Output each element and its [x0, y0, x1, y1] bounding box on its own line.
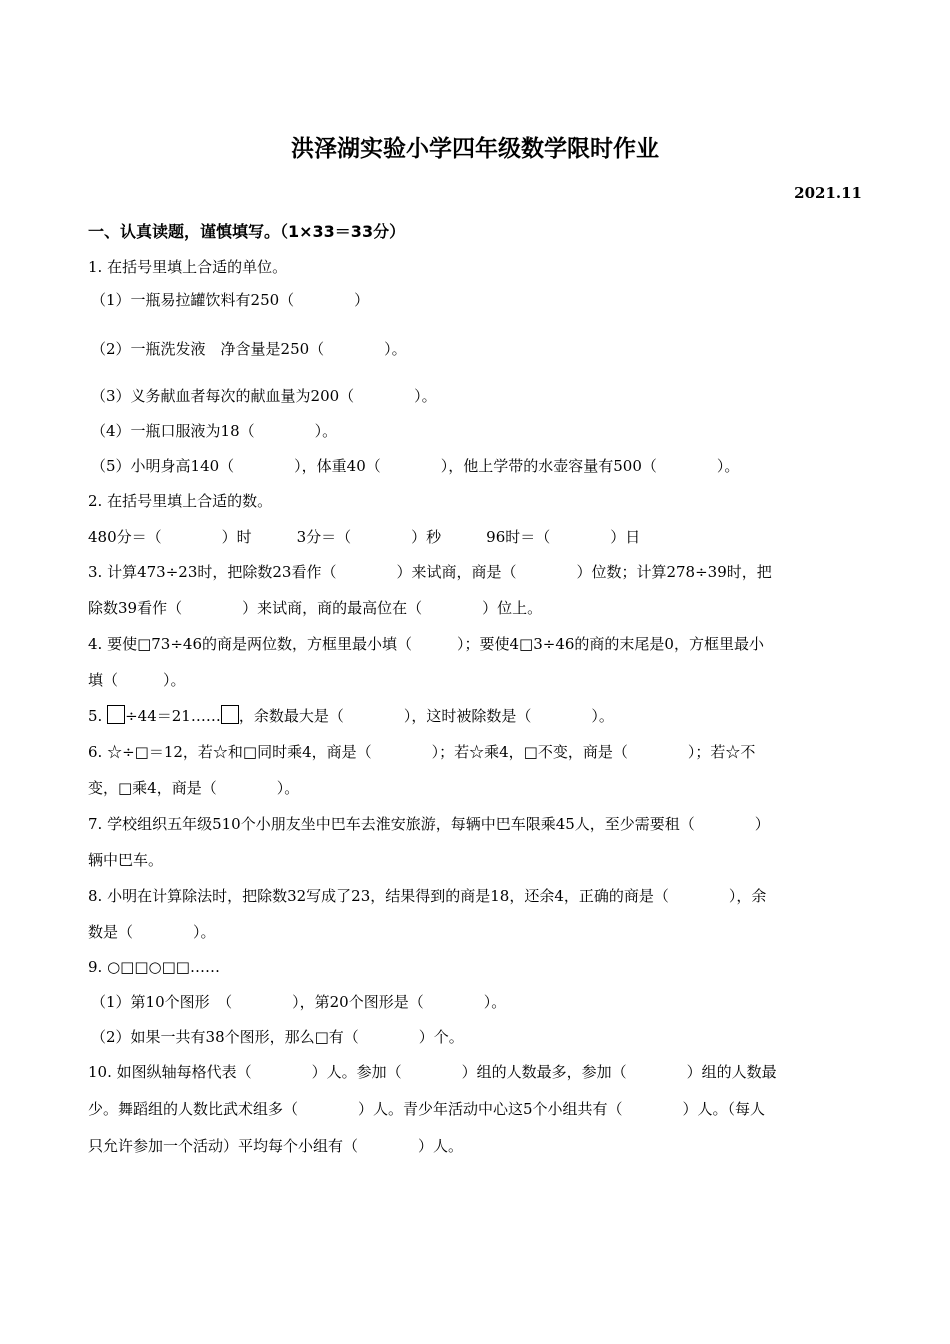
question-1: 1. 在括号里填上合适的单位。	[88, 258, 288, 276]
question-1-3: （3）义务献血者每次的献血量为200（ ）。	[91, 387, 437, 405]
question-9: 9. ○□□○□□……	[88, 958, 220, 976]
question-8-cont: 数是（ ）。	[88, 923, 216, 941]
question-9-2: （2）如果一共有38个图形，那么□有（ ）个。	[91, 1028, 464, 1046]
question-8: 8. 小明在计算除法时，把除数32写成了23，结果得到的商是18，还余4，正确的商是（ ），余	[88, 887, 767, 905]
question-1-1: （1）一瓶易拉罐饮料有250（ ）	[91, 291, 370, 309]
question-6-cont: 变，□乘4，商是（ ）。	[88, 779, 300, 797]
date-label: 2021.11	[794, 184, 862, 202]
blank-box	[107, 705, 125, 724]
question-10-end: 只允许参加一个活动）平均每个小组有（ ）人。	[88, 1137, 464, 1155]
question-5	[88, 705, 860, 726]
question-10: 10. 如图纵轴每格代表（ ）人。参加（ ）组的人数最多，参加（ ）组的人数最	[88, 1063, 777, 1081]
question-7-cont: 辆中巴车。	[88, 851, 164, 869]
question-5-end: ，余数最大是（ ），这时被除数是（ ）。	[238, 707, 614, 725]
question-9-1: （1）第10个图形 （ ），第20个图形是（ ）。	[91, 993, 507, 1011]
page-title: 洪泽湖实验小学四年级数学限时作业	[291, 136, 659, 162]
question-2: 2. 在括号里填上合适的数。	[88, 492, 273, 510]
question-1-5: （5）小明身高140（ ），体重40（ ），他上学带的水壶容量有500（ ）。	[91, 457, 740, 475]
question-6: 6. ☆÷□＝12，若☆和□同时乘4，商是（ ）；若☆乘4，□不变，商是（ ）；若☆不	[88, 743, 756, 761]
question-2-blanks: 480分＝（ ）时 3分＝（ ）秒 96时＝（ ）日	[88, 528, 641, 546]
question-5-mid: ÷44＝21……	[125, 707, 221, 725]
question-10-cont: 少。舞蹈组的人数比武术组多（ ）人。青少年活动中心这5个小组共有（ ）人。（每人	[88, 1100, 766, 1118]
question-7: 7. 学校组织五年级510个小朋友坐中巴车去淮安旅游，每辆中巴车限乘45人，至少需要租（ ）	[88, 815, 770, 833]
question-1-2: （2）一瓶洗发液 净含量是250（ ）。	[91, 340, 407, 358]
question-5-number: 5.	[88, 707, 108, 725]
question-3: 3. 计算473÷23时，把除数23看作（ ）来试商，商是（ ）位数；计算278÷39时，把	[88, 563, 772, 581]
question-3-cont: 除数39看作（ ）来试商，商的最高位在（ ）位上。	[88, 599, 543, 617]
question-4: 4. 要使□73÷46的商是两位数，方框里最小填（ ）；要使4□3÷46的商的末尾是0，方框里最小	[88, 635, 764, 653]
question-1-4: （4）一瓶口服液为18（ ）。	[91, 422, 338, 440]
section-heading: 一、认真读题，谨慎填写。（1×33＝33分）	[88, 222, 406, 241]
question-4-cont: 填（ ）。	[88, 671, 186, 689]
blank-box	[221, 705, 239, 724]
